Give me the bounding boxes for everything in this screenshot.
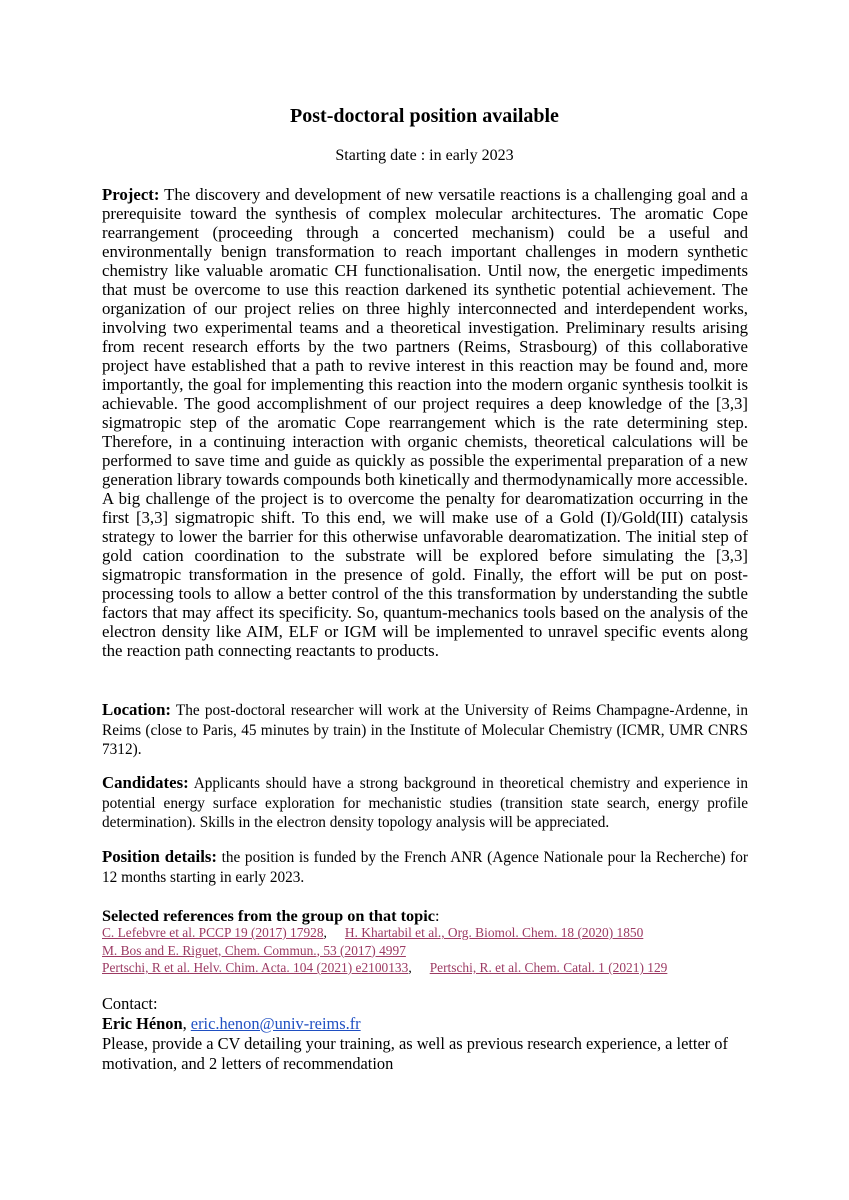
reference-separator: , [408, 960, 412, 975]
position-details-label: Position details: [102, 847, 217, 866]
references-heading-text: Selected references from the group on that topic [102, 906, 435, 925]
reference-separator: , [323, 925, 327, 940]
reference-line [102, 959, 752, 977]
reference-link[interactable]: C. Lefebvre et al. PCCP 19 (2017) 17928 [102, 925, 324, 940]
references-heading [102, 906, 439, 926]
reference-link[interactable]: Pertschi, R et al. Helv. Chim. Acta. 104 (2021) e2100133 [102, 960, 409, 975]
position-details-text: the position is funded by the French ANR (Agence Nationale pour la Recherche) for 12 months starting in early 2023. [102, 849, 748, 886]
reference-link[interactable]: Pertschi, R. et al. Chem. Catal. 1 (2021) 129 [429, 960, 668, 975]
references-list [102, 924, 752, 977]
starting-date: Starting date : in early 2023 [335, 147, 514, 164]
contact-person [102, 1014, 782, 1034]
contact-section [102, 994, 782, 1074]
project-label: Project: [102, 185, 160, 204]
location-paragraph [102, 700, 748, 760]
reference-line [102, 942, 752, 960]
reference-link[interactable]: M. Bos and E. Riguet, Chem. Commun., 53 (2017) 4997 [102, 942, 406, 958]
references-heading-colon: : [434, 906, 440, 925]
contact-name: Eric Hénon [102, 1014, 183, 1033]
contact-email-link[interactable]: eric.henon@univ-reims.fr [190, 1014, 361, 1033]
contact-comma: , [182, 1014, 191, 1033]
candidates-paragraph [102, 773, 748, 833]
candidates-text: Applicants should have a strong background in theoretical chemistry and experience in potential energy surface exploration for mechanistic studies (transition state search, energy profile determination). Skills in the electron density topology analysis will be appreciated. [102, 775, 748, 831]
project-text: The discovery and development of new versatile reactions is a challenging goal and a prerequisite toward the synthesis of complex molecular architectures. The aromatic Cope rearrangement (proceeding through a concerted mechanism) could be a useful and environmentally benign transformation to reach important challenges in modern synthetic chemistry like valuable aromatic CH functionalisation. Until now, the energetic impediments that must be overcome to use this reaction darkened its synthetic potential achievement. The organization of our project relies on three highly interconnected and interdependent works, involving two experimental teams and a theoretical investigation. Preliminary results arising from recent research efforts by the two partners (Reims, Strasbourg) of this collaborative project have established that a path to revive interest in this reaction may be found and, more importantly, the goal for implementing this reaction into the modern organic synthesis toolkit is achievable. The good accomplishment of our project requires a deep knowledge of the [3,3] sigmatropic step of the aromatic Cope rearrangement which is the rate determining step. Therefore, in a continuing interaction with organic chemists, theoretical calculations will be performed to save time and guide as quickly as possible the experimental preparation of a new generation library towards compounds both kinetically and thermodynamically more accessible. A big challenge of the project is to overcome the penalty for dearomatization occurring in the first [3,3] sigmatropic shift. To this end, we will make use of a Gold (I)/Gold(III) catalysis strategy to lower the barrier for this otherwise unfavorable dearomatization. The initial step of gold cation coordination to the substrate will be explored before simulating the [3,3] sigmatropic transformation in the presence of gold. Finally, the effort will be put on post-processing tools to allow a better control of the this transformation by understanding the subtle factors that may affect its specificity. So, quantum-mechanics tools based on the analysis of the electron density like AIM, ELF or IGM will be implemented to unravel specific events along the reaction path connecting reactants to products. [102, 185, 748, 660]
application-instructions: Please, provide a CV detailing your training, as well as previous research experience, a letter of motivation, and 2 letters of recommendation [102, 1034, 728, 1073]
reference-link[interactable]: H. Khartabil et al., Org. Biomol. Chem. 18 (2020) 1850 [344, 925, 644, 940]
project-paragraph [102, 185, 748, 660]
contact-heading: Contact: [102, 994, 158, 1013]
location-label: Location: [102, 700, 171, 719]
candidates-label: Candidates: [102, 773, 189, 792]
location-text: The post-doctoral researcher will work at the University of Reims Champagne-Ardenne, in Reims (close to Paris, 45 minutes by train) in the Institute of Molecular Chemistry (ICMR, UMR CNRS 7312). [102, 702, 748, 758]
position-details-paragraph [102, 847, 748, 887]
page-title: Post-doctoral position available [290, 105, 559, 127]
reference-line [102, 924, 752, 942]
